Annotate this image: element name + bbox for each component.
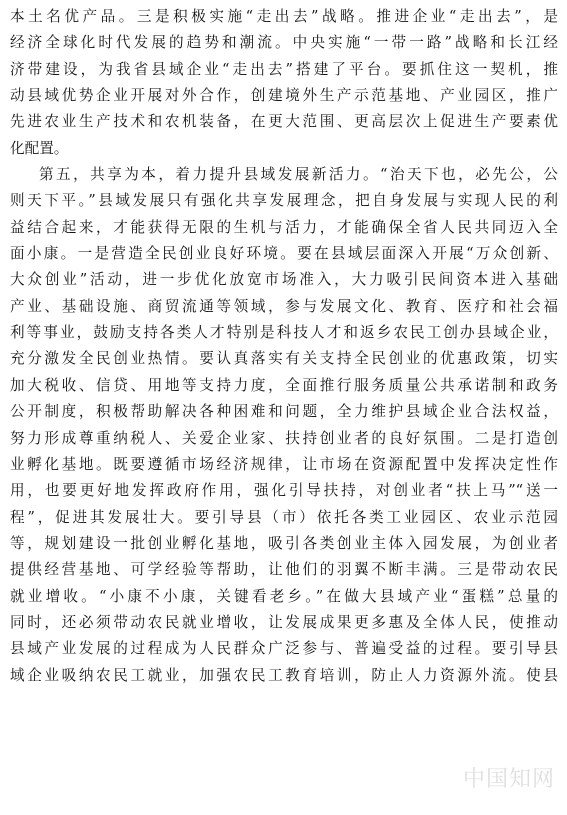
text-line: 域企业吸纳农民工就业，加强农民工教育培训，防止人力资源外流。使县 (10, 666, 558, 684)
text-line: 等，规划建设一批创业孵化基地，吸引各类创业主体入园发展，为创业者 (10, 534, 558, 552)
text-line: 经济全球化时代发展的趋势和潮流。中央实施“一带一路”战略和长江经 (10, 34, 558, 52)
text-line: 本土名优产品。三是积极实施“走出去”战略。推进企业“走出去”，是 (10, 8, 558, 25)
text-line: 大众创业”活动，进一步优化放宽市场准入，大力吸引民间资本进入基础 (10, 271, 558, 289)
text-line: 则天下平。”县域发展只有强化共享发展理念，把自身发展与实现人民的利 (10, 192, 558, 210)
text-line: 县域产业发展的过程成为人民群众广泛参与、普遍受益的过程。要引导县 (10, 640, 558, 658)
text-line: 利等事业，鼓励支持各类人才特别是科技人才和返乡农民工创办县域企业， (10, 324, 558, 342)
text-line: 就业增收。“小康不小康，关键看老乡。”在做大县域产业“蛋糕”总量的 (10, 587, 558, 605)
text-line: 面小康。一是营造全民创业良好环境。要在县域层面深入开展“万众创新、 (10, 245, 558, 263)
text-line: 第五，共享为本，着力提升县域发展新活力。“治天下也，必先公，公 (39, 166, 558, 184)
text-line: 益结合起来，才能获得无限的生机与活力，才能确保全省人民共同迈入全 (10, 218, 558, 236)
text-line: 动县域优势企业开展对外合作，创建境外生产示范基地、产业园区，推广 (10, 87, 558, 105)
text-line: 努力形成尊重纳税人、关爱企业家、扶持创业者的良好氛围。二是打造创 (10, 429, 558, 447)
text-line: 化配置。 (10, 139, 69, 157)
text-line: 充分激发全民创业热情。要认真落实有关支持全民创业的优惠政策，切实 (10, 350, 558, 368)
text-line: 产业、基础设施、商贸流通等领域，参与发展文化、教育、医疗和社会福 (10, 297, 558, 315)
text-line: 程”，促进其发展壮大。要引导县（市）依托各类工业园区、农业示范园 (10, 508, 558, 526)
text-line: 同时，还必须带动农民就业增收，让发展成果更多惠及全体人民，使推动 (10, 613, 558, 631)
body-text (10, 4, 558, 689)
text-line: 加大税收、信贷、用地等支持力度，全面推行服务质量公共承诺制和政务 (10, 376, 558, 394)
text-line: 用，也要更好地发挥政府作用，强化引导扶持，对创业者“扶上马”“送一 (10, 482, 558, 500)
text-line: 济带建设，为我省县域企业“走出去”搭建了平台。要抓住这一契机，推 (10, 60, 558, 78)
text-line: 业孵化基地。既要遵循市场经济规律，让市场在资源配置中发挥决定性作 (10, 455, 558, 473)
text-line: 提供经营基地、可学经验等帮助，让他们的羽翼不断丰满。三是带动农民 (10, 561, 558, 579)
text-line: 公开制度，积极帮助解决各种困难和问题，全力维护县域企业合法权益， (10, 403, 558, 421)
text-line: 先进农业生产技术和农机装备，在更大范围、更高层次上促进生产要素优 (10, 113, 558, 131)
watermark-logo: 中国知网 (462, 767, 555, 792)
